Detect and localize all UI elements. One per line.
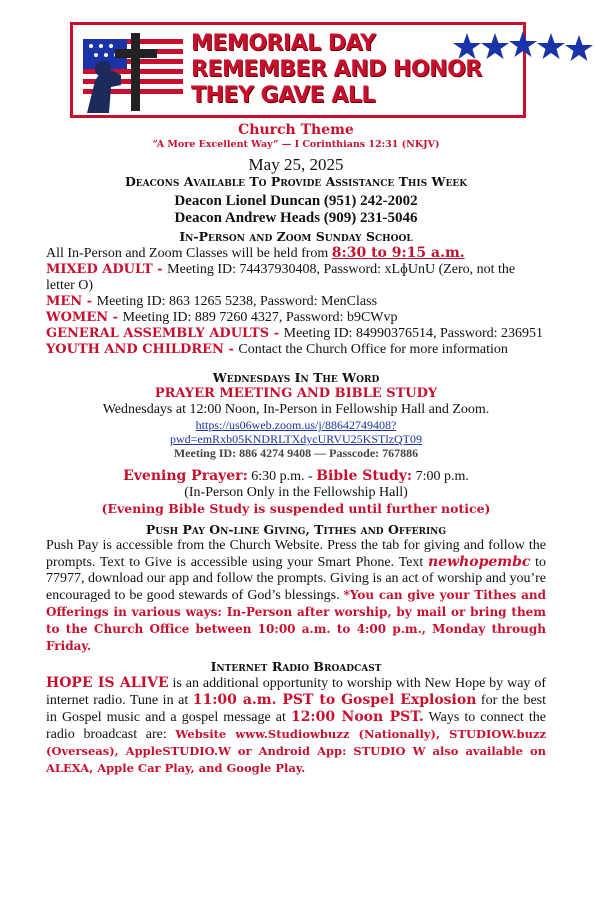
radio-text: HOPE IS ALIVE is an additional opportunity to worship with New Hope by way of internet radio. Tune in at 11:00 a.m. PST to Gospel Explosion for the best in Gospel music and a gospel message at 12:00 Noon PST. Ways to connect the radio broadcast are: Website www.Studiowbuzz (Nationally), STUDIOW.buzz (Overseas), AppleSTUDIO.W or Android App: STUDIO W also available on ALEXA, Apple Car Play, and Google Play. — [46, 675, 547, 775]
theme-verse: “A More Excellent Way” — I Corinthians 12:31 (NKJV) — [152, 139, 440, 150]
sunday-school-intro: All In-Person and Zoom Classes will be held from 8:30 to 9:15 a.m. — [46, 245, 465, 261]
radio-heading: Internet Radio Broadcast — [210, 659, 382, 674]
suspended-note: (Evening Bible Study is suspended until further notice) — [101, 501, 491, 516]
wednesdays-heading: Wednesdays In The Word — [212, 370, 380, 385]
radio-time-1: 11:00 a.m. PST to Gospel Explosion — [192, 692, 477, 708]
memorial-day-banner — [70, 22, 526, 118]
sunday-school-heading: In-Person and Zoom Sunday School — [179, 229, 413, 244]
zoom-link-line-1[interactable]: https://us06web.zoom.us/j/88642749408? — [195, 418, 397, 432]
pushpay-heading: Push Pay On-line Giving, Tithes and Offering — [145, 522, 447, 537]
banner-line-1: MEMORIAL DAY — [191, 31, 376, 56]
wednesday-meeting-id: Meeting ID: 886 4274 9408 — Passcode: 767886 — [173, 446, 419, 460]
in-person-note: (In-Person Only in the Fellowship Hall) — [184, 485, 408, 500]
hope-is-alive: HOPE IS ALIVE — [46, 675, 169, 691]
evening-schedule: Evening Prayer: 6:30 p.m. - Bible Study: 7:00 p.m. — [123, 468, 469, 484]
star-icon — [453, 31, 595, 65]
class-men: MEN - Meeting ID: 863 1265 5238, Password: MenClass — [46, 294, 378, 309]
bulletin-date: May 25, 2025 — [248, 155, 344, 174]
theme-heading: Church Theme — [238, 122, 354, 138]
bulletin-content — [46, 122, 546, 777]
sunday-school-time: 8:30 to 9:15 a.m. — [331, 245, 465, 261]
zoom-link-line-2[interactable]: pwd=emRxb05KNDRLTXdycURVU25KSTlzQT09 — [169, 432, 423, 446]
class-general-assembly: GENERAL ASSEMBLY ADULTS - Meeting ID: 84990376514, Password: 236951 — [46, 326, 544, 341]
giving-emphasis: *You can give your Tithes and Offerings in various ways: In-Person after worship, by mail or bring them to the Church Office between 10:00 a.m. to 4:00 p.m., Monday through Friday. — [46, 588, 547, 653]
radio-ways: Website www.Studiowbuzz (Nationally), STUDIOW.buzz (Overseas), AppleSTUDIO.W or Android App: STUDIO W also available on ALEXA, Apple Car Play, and Google Play. — [46, 727, 546, 775]
wednesdays-text: Wednesdays at 12:00 Noon, In-Person in Fellowship Hall and Zoom. — [102, 402, 490, 417]
flag-cross-icon — [77, 29, 195, 113]
banner-line-2: REMEMBER AND HONOR — [191, 57, 482, 82]
radio-time-2: 12:00 Noon PST. — [290, 709, 424, 725]
banner-line-3: THEY GAVE ALL — [191, 83, 375, 108]
deacon-2: Deacon Andrew Heads (909) 231-5046 — [174, 210, 418, 226]
prayer-meeting-heading: PRAYER MEETING AND BIBLE STUDY — [154, 386, 438, 401]
class-women: WOMEN - Meeting ID: 889 7260 4327, Password: b9CWvp — [46, 310, 398, 325]
class-mixed-adult: MIXED ADULT - Meeting ID: 74437930408, Password: xLɸUnU (Zero, not the letter O) — [46, 262, 516, 293]
text-keyword: newhopembc — [427, 554, 531, 570]
deacons-heading: Deacons Available To Provide Assistance This Week — [124, 174, 468, 189]
pushpay-text: Push Pay is accessible from the Church Website. Press the tab for giving and follow the prompts. Text to Give is accessible using your Smart Phone. Text newhopembc to 77977, download our app and follow the prompts. Giving is an act of worship and you’re encouraged to be good stewards of God’s blessings. *You can give your Tithes and Offerings in various ways: In-Person after worship, by mail or bring them to the Church Office between 10:00 a.m. to 4:00 p.m., Monday through Friday. — [46, 538, 547, 653]
deacon-1: Deacon Lionel Duncan (951) 242-2002 — [174, 193, 418, 209]
class-youth-children: YOUTH AND CHILDREN - Contact the Church Office for more information — [46, 342, 508, 357]
